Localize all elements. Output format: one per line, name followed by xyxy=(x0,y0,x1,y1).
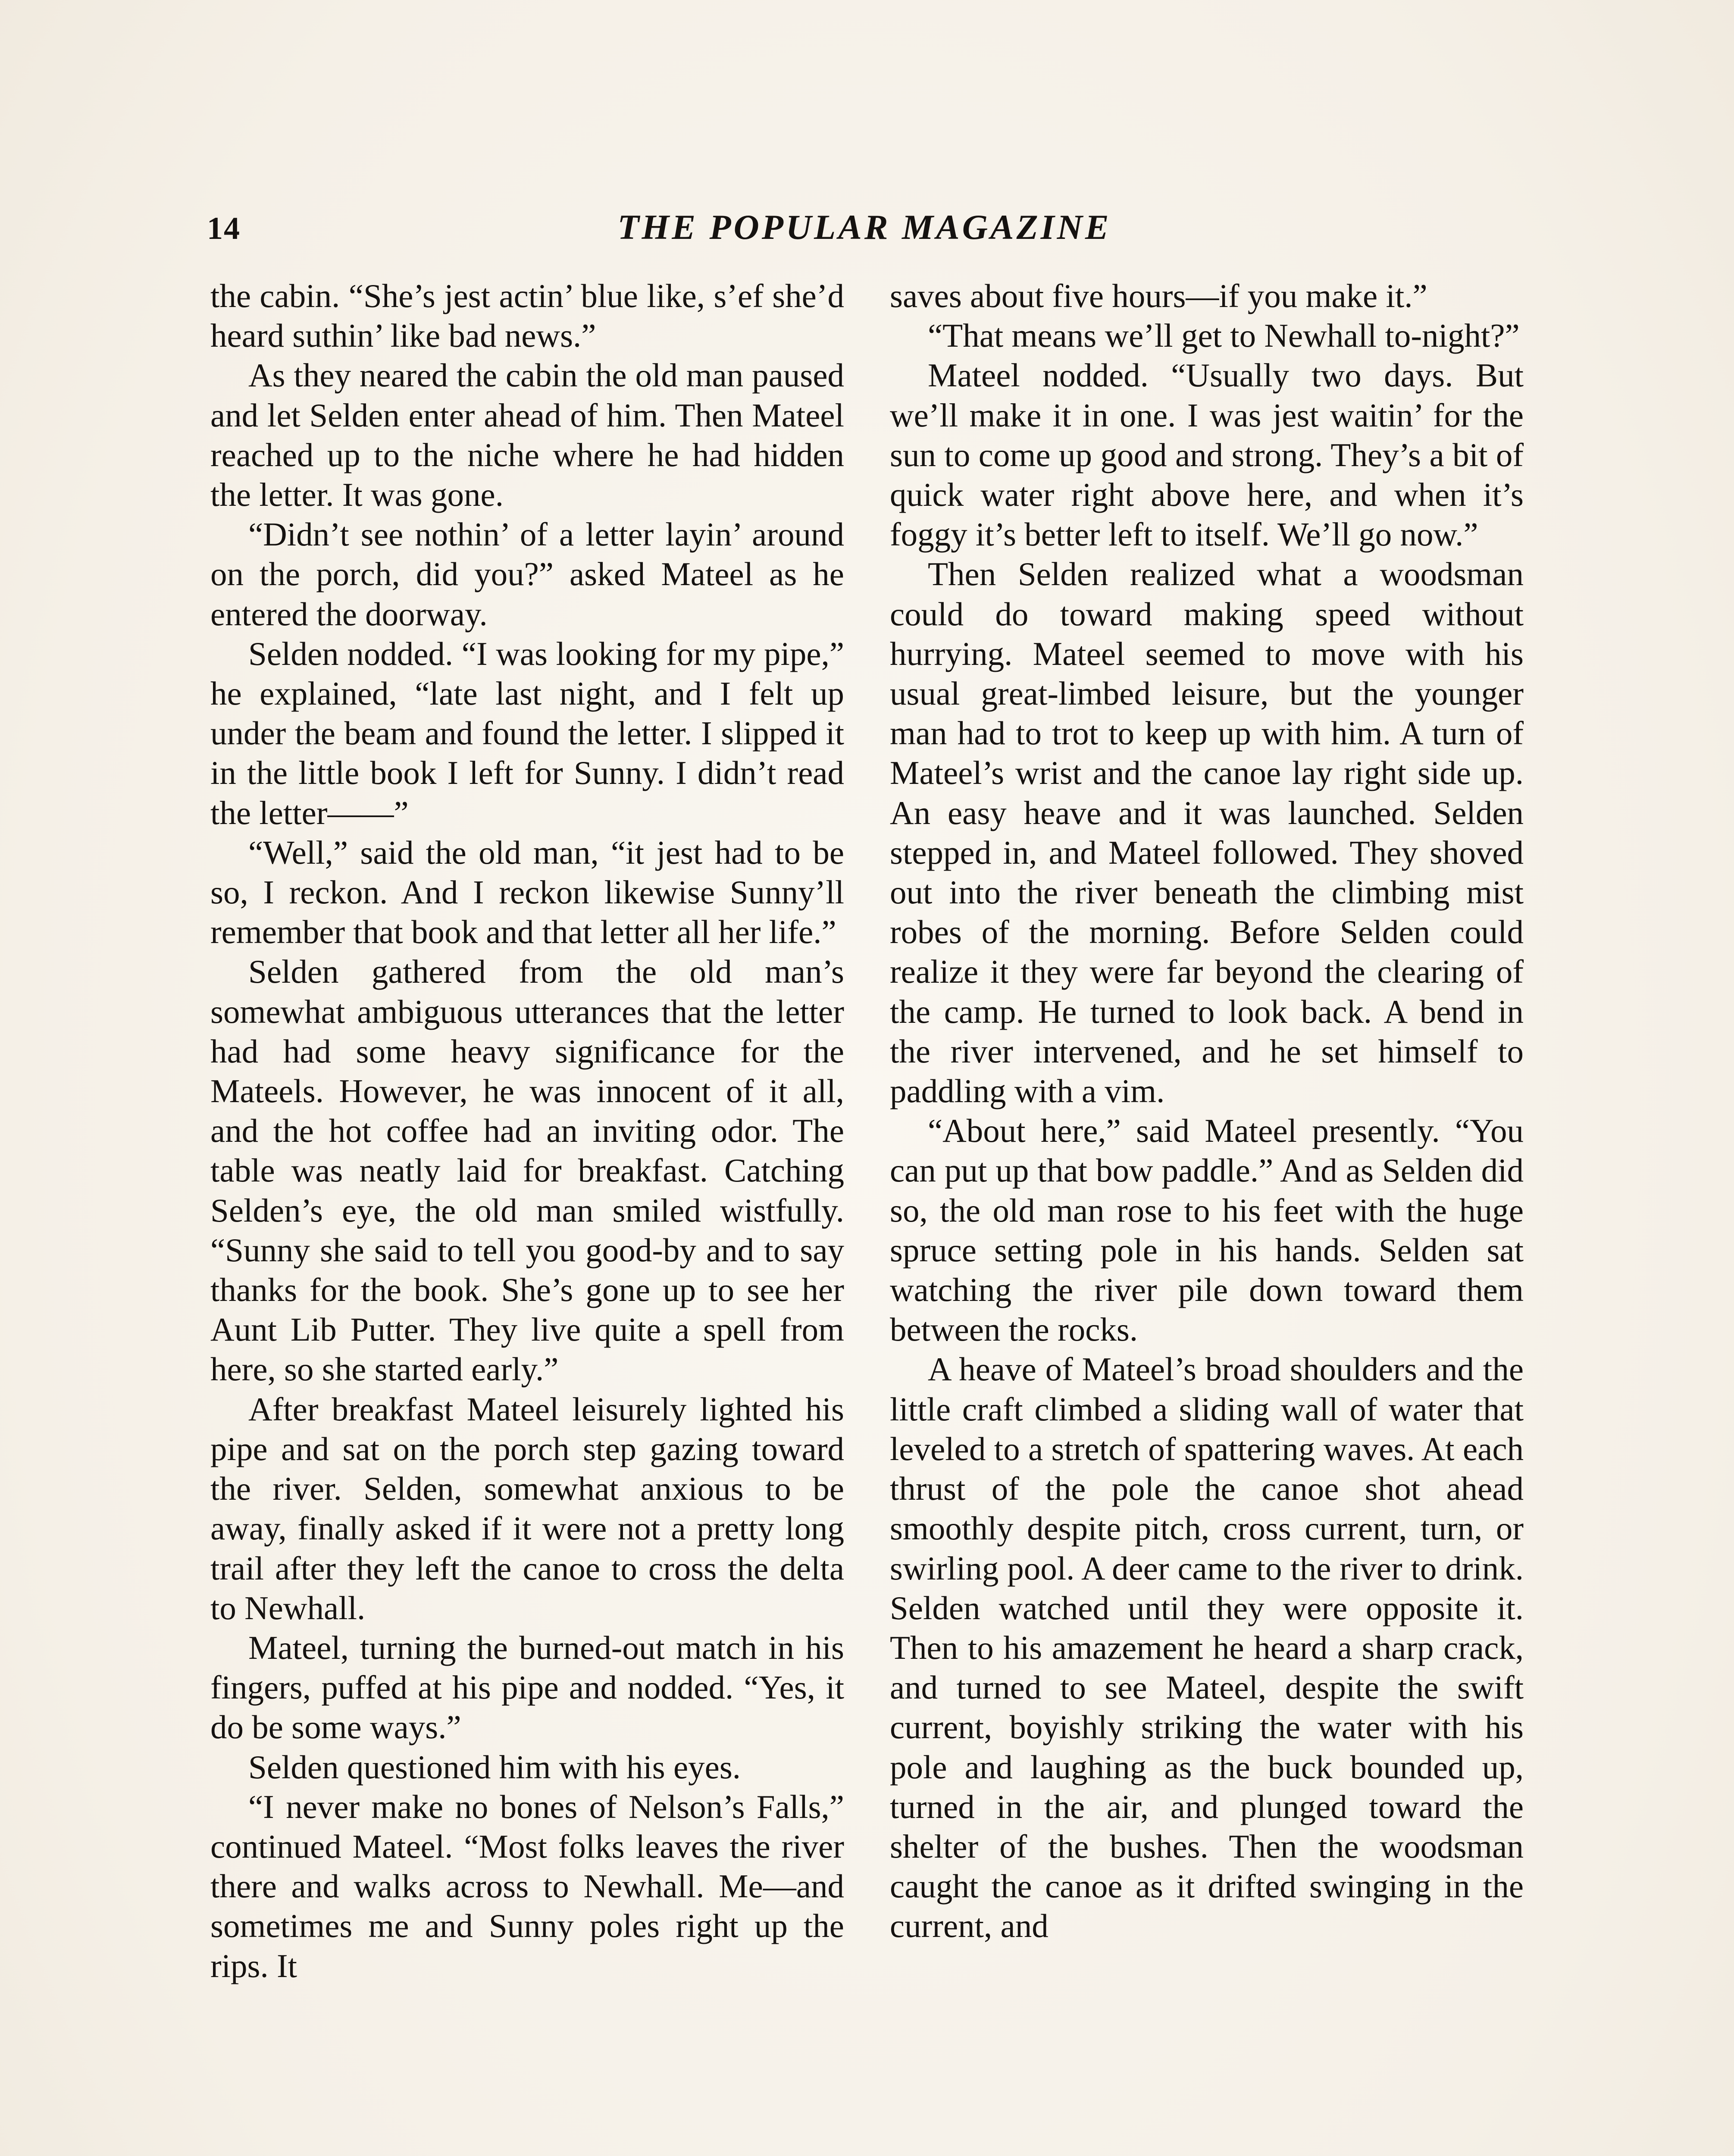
paragraph: Selden questioned him with his eyes. xyxy=(248,1748,741,1786)
paragraph: “About here,” said Mateel presently. “You can put up that bow paddle.” And as Selden did so, the old man rose to his feet with the huge spruce setting pole in his hands. Selden sat watching the river pile down toward them between the rocks. xyxy=(890,1112,1524,1348)
paragraph: “I never make no bones of Nelson’s Falls,” continued Mateel. “Most folks leaves the river there and walks across to Newhall. Me—and sometimes me and Sunny poles right up the rips. It xyxy=(210,1788,844,1984)
paragraph: As they neared the cabin the old man paused and let Selden enter ahead of him. Then Mateel reached up to the niche where he had hidden the letter. It was gone. xyxy=(210,357,844,514)
paragraph: “Didn’t see nothin’ of a letter layin’ around on the porch, did you?” asked Mateel as he entered the doorway. xyxy=(210,516,844,633)
paragraph: Then Selden realized what a woodsman could do toward making speed without hurrying. Mateel seemed to move with his usual great-limbed leisure, but the younger man had to trot to keep up with him. A turn of Mateel’s wrist and the canoe lay right side up. An easy heave and it was launched. Selden stepped in, and Mateel followed. They shoved out into the river beneath the climbing mist robes of the morning. Before Selden could realize it they were far beyond the clearing of the camp. He turned to look back. A bend in the river intervened, and he set himself to paddling with a vim. xyxy=(890,555,1524,1110)
left-column xyxy=(210,276,844,1986)
paragraph: After breakfast Mateel leisurely lighted his pipe and sat on the porch step gazing toward the river. Selden, somewhat anxious to be away, finally asked if it were not a pretty long trail after they left the canoe to cross the delta to Newhall. xyxy=(210,1390,844,1626)
page-header xyxy=(207,203,1522,254)
running-head-title: THE POPULAR MAGAZINE xyxy=(617,207,1111,247)
paragraph: “Well,” said the old man, “it jest had to be so, I reckon. And I reckon likewise Sunny’ll remember that book and that letter all her life.” xyxy=(210,834,844,951)
right-column xyxy=(890,276,1524,1946)
paragraph: saves about five hours—if you make it.” xyxy=(890,277,1427,314)
paragraph: A heave of Mateel’s broad shoulders and the little craft climbed a sliding wall of water that leveled to a stretch of spattering waves. At each thrust of the pole the canoe shot ahead smoothly despite pitch, cross current, turn, or swirling pool. A deer came to the river to drink. Selden watched until they were opposite it. Then to his amazement he heard a sharp crack, and turned to see Mateel, despite the swift current, boyishly striking the water with his pole and laughing as the buck bounded up, turned in the air, and plunged toward the shelter of the bushes. Then the woodsman caught the canoe as it drifted swinging in the current, and xyxy=(890,1351,1524,1945)
page-number: 14 xyxy=(207,211,241,246)
paragraph: Selden gathered from the old man’s somewhat ambiguous utterances that the letter had had some heavy significance for the Mateels. However, he was innocent of it all, and the hot coffee had an inviting odor. The table was neatly laid for breakfast. Catching Selden’s eye, the old man smiled wistfully. “Sunny she said to tell you good-by and to say thanks for the book. She’s gone up to see her Aunt Lib Putter. They live quite a spell from here, so she started early.” xyxy=(210,953,844,1388)
paragraph: the cabin. “She’s jest actin’ blue like, s’ef she’d heard suthin’ like bad news.” xyxy=(210,277,844,354)
paragraph: Mateel nodded. “Usually two days. But we’ll make it in one. I was jest waitin’ for the sun to come up good and strong. They’s a bit of quick water right above here, and when it’s foggy it’s better left to itself. We’ll go now.” xyxy=(890,357,1524,553)
paragraph: Mateel, turning the burned-out match in his fingers, puffed at his pipe and nodded. “Yes, it do be some ways.” xyxy=(210,1629,844,1746)
paragraph: “That means we’ll get to Newhall to-night?” xyxy=(928,317,1520,354)
paragraph: Selden nodded. “I was looking for my pipe,” he explained, “late last night, and I felt up under the beam and found the letter. I slipped it in the little book I left for Sunny. I didn’t read the letter——” xyxy=(210,635,844,831)
